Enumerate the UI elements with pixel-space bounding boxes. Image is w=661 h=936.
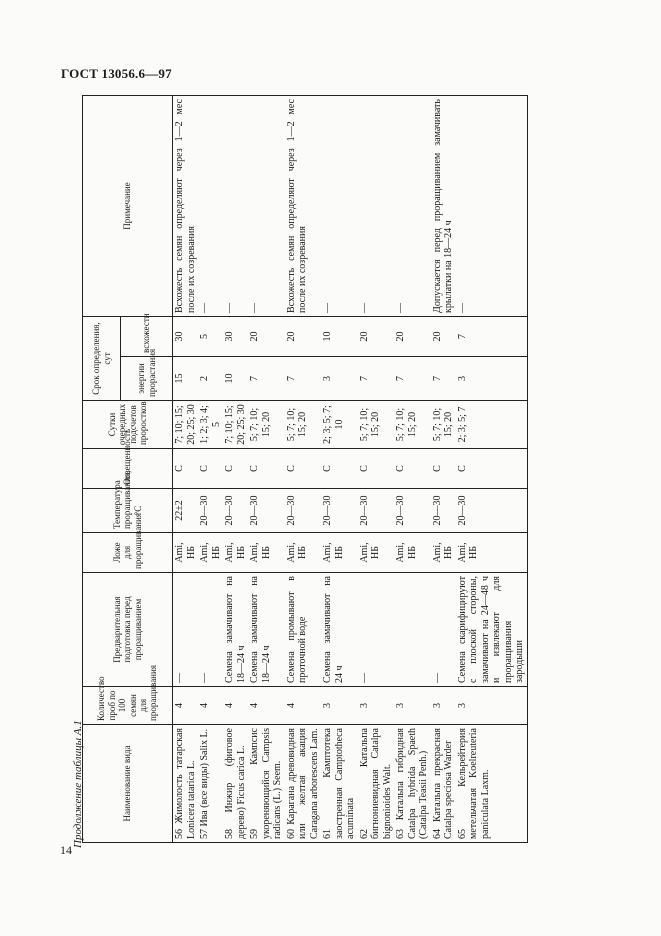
cell-light: С [198, 449, 223, 489]
cell-note: Допускается перед проращиванием замачивать крылатки на 18—24 ч [431, 96, 456, 317]
cell-count: 4 [198, 687, 223, 725]
cell-name: 58 Инжир (фиговое дерево) Ficus carica L. [223, 725, 248, 843]
cell-light: С [248, 449, 285, 489]
cell-count: 3 [431, 687, 456, 725]
cell-count: 3 [358, 687, 395, 725]
table-row [173, 96, 199, 843]
cell-energy: 7 [394, 357, 431, 401]
table-row [358, 96, 395, 843]
cell-temp: 20—30 [223, 489, 248, 533]
cell-note: — [358, 96, 395, 317]
cell-light: С [285, 449, 322, 489]
table-row [456, 96, 528, 843]
cell-note: — [456, 96, 528, 317]
cell-energy: 3 [456, 357, 528, 401]
cell-name: 65 Кельрейтерия метельчатая Koelreuteria paniculata Laxm. [456, 725, 528, 843]
cell-days: 7; 10; 15; 20; 25; 30 [223, 401, 248, 449]
table-body [173, 96, 528, 843]
cell-bed: Ami, НБ [358, 533, 395, 573]
col-header-count: Количество проб по 100 семян для проращивания [83, 687, 173, 725]
cell-days: 5; 7; 10; 15; 20 [394, 401, 431, 449]
table-row [321, 96, 358, 843]
cell-days: 5; 7; 10; 15; 20 [358, 401, 395, 449]
cell-note: — [394, 96, 431, 317]
cell-days: 1; 2; 3; 4; 5 [198, 401, 223, 449]
cell-count: 3 [394, 687, 431, 725]
col-header-germ: всхожести [121, 317, 173, 357]
cell-prep: — [173, 573, 199, 687]
cell-count: 4 [173, 687, 199, 725]
cell-prep: Семена замачивают на 18—24 ч [223, 573, 248, 687]
cell-prep [394, 573, 431, 687]
col-header-name: Наименование вида [83, 725, 173, 843]
cell-prep: — [358, 573, 395, 687]
cell-temp: 20—30 [198, 489, 223, 533]
cell-germ: 20 [431, 317, 456, 357]
cell-energy: 7 [285, 357, 322, 401]
cell-germ: 20 [358, 317, 395, 357]
cell-name: 60 Карагана древовидная или желтая акация Caragana arborescens Lam. [285, 725, 322, 843]
cell-light: С [394, 449, 431, 489]
cell-name: 56 Жимолость татарская Lonicera tatarica L. [173, 725, 199, 843]
cell-energy: 2 [198, 357, 223, 401]
table-row [248, 96, 285, 843]
col-header-light: Освещенность [83, 449, 173, 489]
cell-temp: 20—30 [431, 489, 456, 533]
cell-bed: Ami, НБ [456, 533, 528, 573]
cell-name: 61 Камптотека заостренная Camptotheca acuminata [321, 725, 358, 843]
cell-prep: Семена скарифицируют с плоской стороны, замачивают на 24—48 ч и извлекают для проращивания зародыши [456, 573, 528, 687]
table-row [285, 96, 322, 843]
col-header-note: Примечание [83, 96, 173, 317]
cell-days: 2; 3; 5; 7; 10 [321, 401, 358, 449]
table-row [223, 96, 248, 843]
col-header-bed: Ложе для проращивания [83, 533, 173, 573]
cell-name: 64 Катальпа прекрасная Catalpa speciosa Warder [431, 725, 456, 843]
cell-prep: Семена замачивают на 24 ч [321, 573, 358, 687]
cell-prep: — [431, 573, 456, 687]
cell-prep: — [198, 573, 223, 687]
seed-germination-table [82, 95, 528, 843]
cell-bed: Ami, НБ [248, 533, 285, 573]
cell-temp: 20—30 [358, 489, 395, 533]
cell-prep: Семена замачивают на 18—24 ч [248, 573, 285, 687]
cell-prep: Семена промывают в проточной воде [285, 573, 322, 687]
cell-name: 62 Катальпа бигнониевидная Catalpa bignonioides Walt. [358, 725, 395, 843]
cell-count: 3 [321, 687, 358, 725]
document-header: ГОСТ 13056.6—97 [61, 66, 172, 81]
cell-note: Всхожесть семян определяют через 1—2 мес после их созревания [285, 96, 322, 317]
table-caption: Продолжение таблицы А.1 [72, 720, 84, 848]
cell-bed: Ami, НБ [394, 533, 431, 573]
cell-germ: 7 [456, 317, 528, 357]
cell-note: — [198, 96, 223, 317]
col-header-energy: энергии прорастания [121, 357, 173, 401]
col-header-prep: Предварительная подготовка перед проращиванием [83, 573, 173, 687]
cell-light: С [173, 449, 199, 489]
cell-note: — [223, 96, 248, 317]
cell-name: 57 Ива (все виды) Salix L. [198, 725, 223, 843]
cell-germ: 10 [321, 317, 358, 357]
cell-temp: 20—30 [394, 489, 431, 533]
cell-germ: 20 [394, 317, 431, 357]
cell-energy: 7 [431, 357, 456, 401]
cell-germ: 5 [198, 317, 223, 357]
cell-bed: Ami, НБ [223, 533, 248, 573]
table-row [394, 96, 431, 843]
page-number: 14 [60, 843, 72, 857]
cell-days: 5; 7; 10; 15; 20 [248, 401, 285, 449]
cell-name: 63 Катальпа гибридная Catalpa hybrida Spaeth (Catalpa Teasii Penh.) [394, 725, 431, 843]
cell-temp: 20—30 [285, 489, 322, 533]
cell-energy: 3 [321, 357, 358, 401]
cell-light: С [223, 449, 248, 489]
cell-days: 5; 7; 10; 15; 20 [431, 401, 456, 449]
cell-light: С [456, 449, 528, 489]
col-header-temp: Температура проращивания, °С [83, 489, 173, 533]
cell-bed: Ami, НБ [198, 533, 223, 573]
cell-light: С [321, 449, 358, 489]
cell-days: 7; 10; 15; 20; 25; 30 [173, 401, 199, 449]
cell-germ: 30 [223, 317, 248, 357]
col-header-term-group: Срок определения, сут [83, 317, 121, 401]
cell-temp: 22±2 [173, 489, 199, 533]
table-row [198, 96, 223, 843]
cell-energy: 15 [173, 357, 199, 401]
cell-days: 5; 7; 10; 15; 20 [285, 401, 322, 449]
cell-energy: 7 [248, 357, 285, 401]
cell-note: — [248, 96, 285, 317]
cell-count: 3 [456, 687, 528, 725]
cell-temp: 20—30 [321, 489, 358, 533]
cell-temp: 20—30 [248, 489, 285, 533]
cell-name: 59 Кампсис укореняющийся Campsis radicans (L.) Seem. [248, 725, 285, 843]
cell-germ: 20 [248, 317, 285, 357]
cell-count: 4 [248, 687, 285, 725]
cell-energy: 10 [223, 357, 248, 401]
cell-bed: Ami, НБ [431, 533, 456, 573]
rotated-table-container [82, 96, 597, 843]
cell-note: Всхожесть семян определяют через 1—2 мес после их созревания [173, 96, 199, 317]
cell-energy: 7 [358, 357, 395, 401]
cell-count: 4 [285, 687, 322, 725]
cell-germ: 30 [173, 317, 199, 357]
cell-bed: Ami, НБ [321, 533, 358, 573]
cell-bed: Ami, НБ [173, 533, 199, 573]
table-row [431, 96, 456, 843]
cell-days: 2; 3; 5; 7 [456, 401, 528, 449]
col-header-days: Сутки очередных подсчетов проростков [83, 401, 173, 449]
cell-count: 4 [223, 687, 248, 725]
cell-light: С [358, 449, 395, 489]
cell-bed: Ami, НБ [285, 533, 322, 573]
cell-note: — [321, 96, 358, 317]
cell-germ: 20 [285, 317, 322, 357]
cell-light: С [431, 449, 456, 489]
cell-temp: 20—30 [456, 489, 528, 533]
